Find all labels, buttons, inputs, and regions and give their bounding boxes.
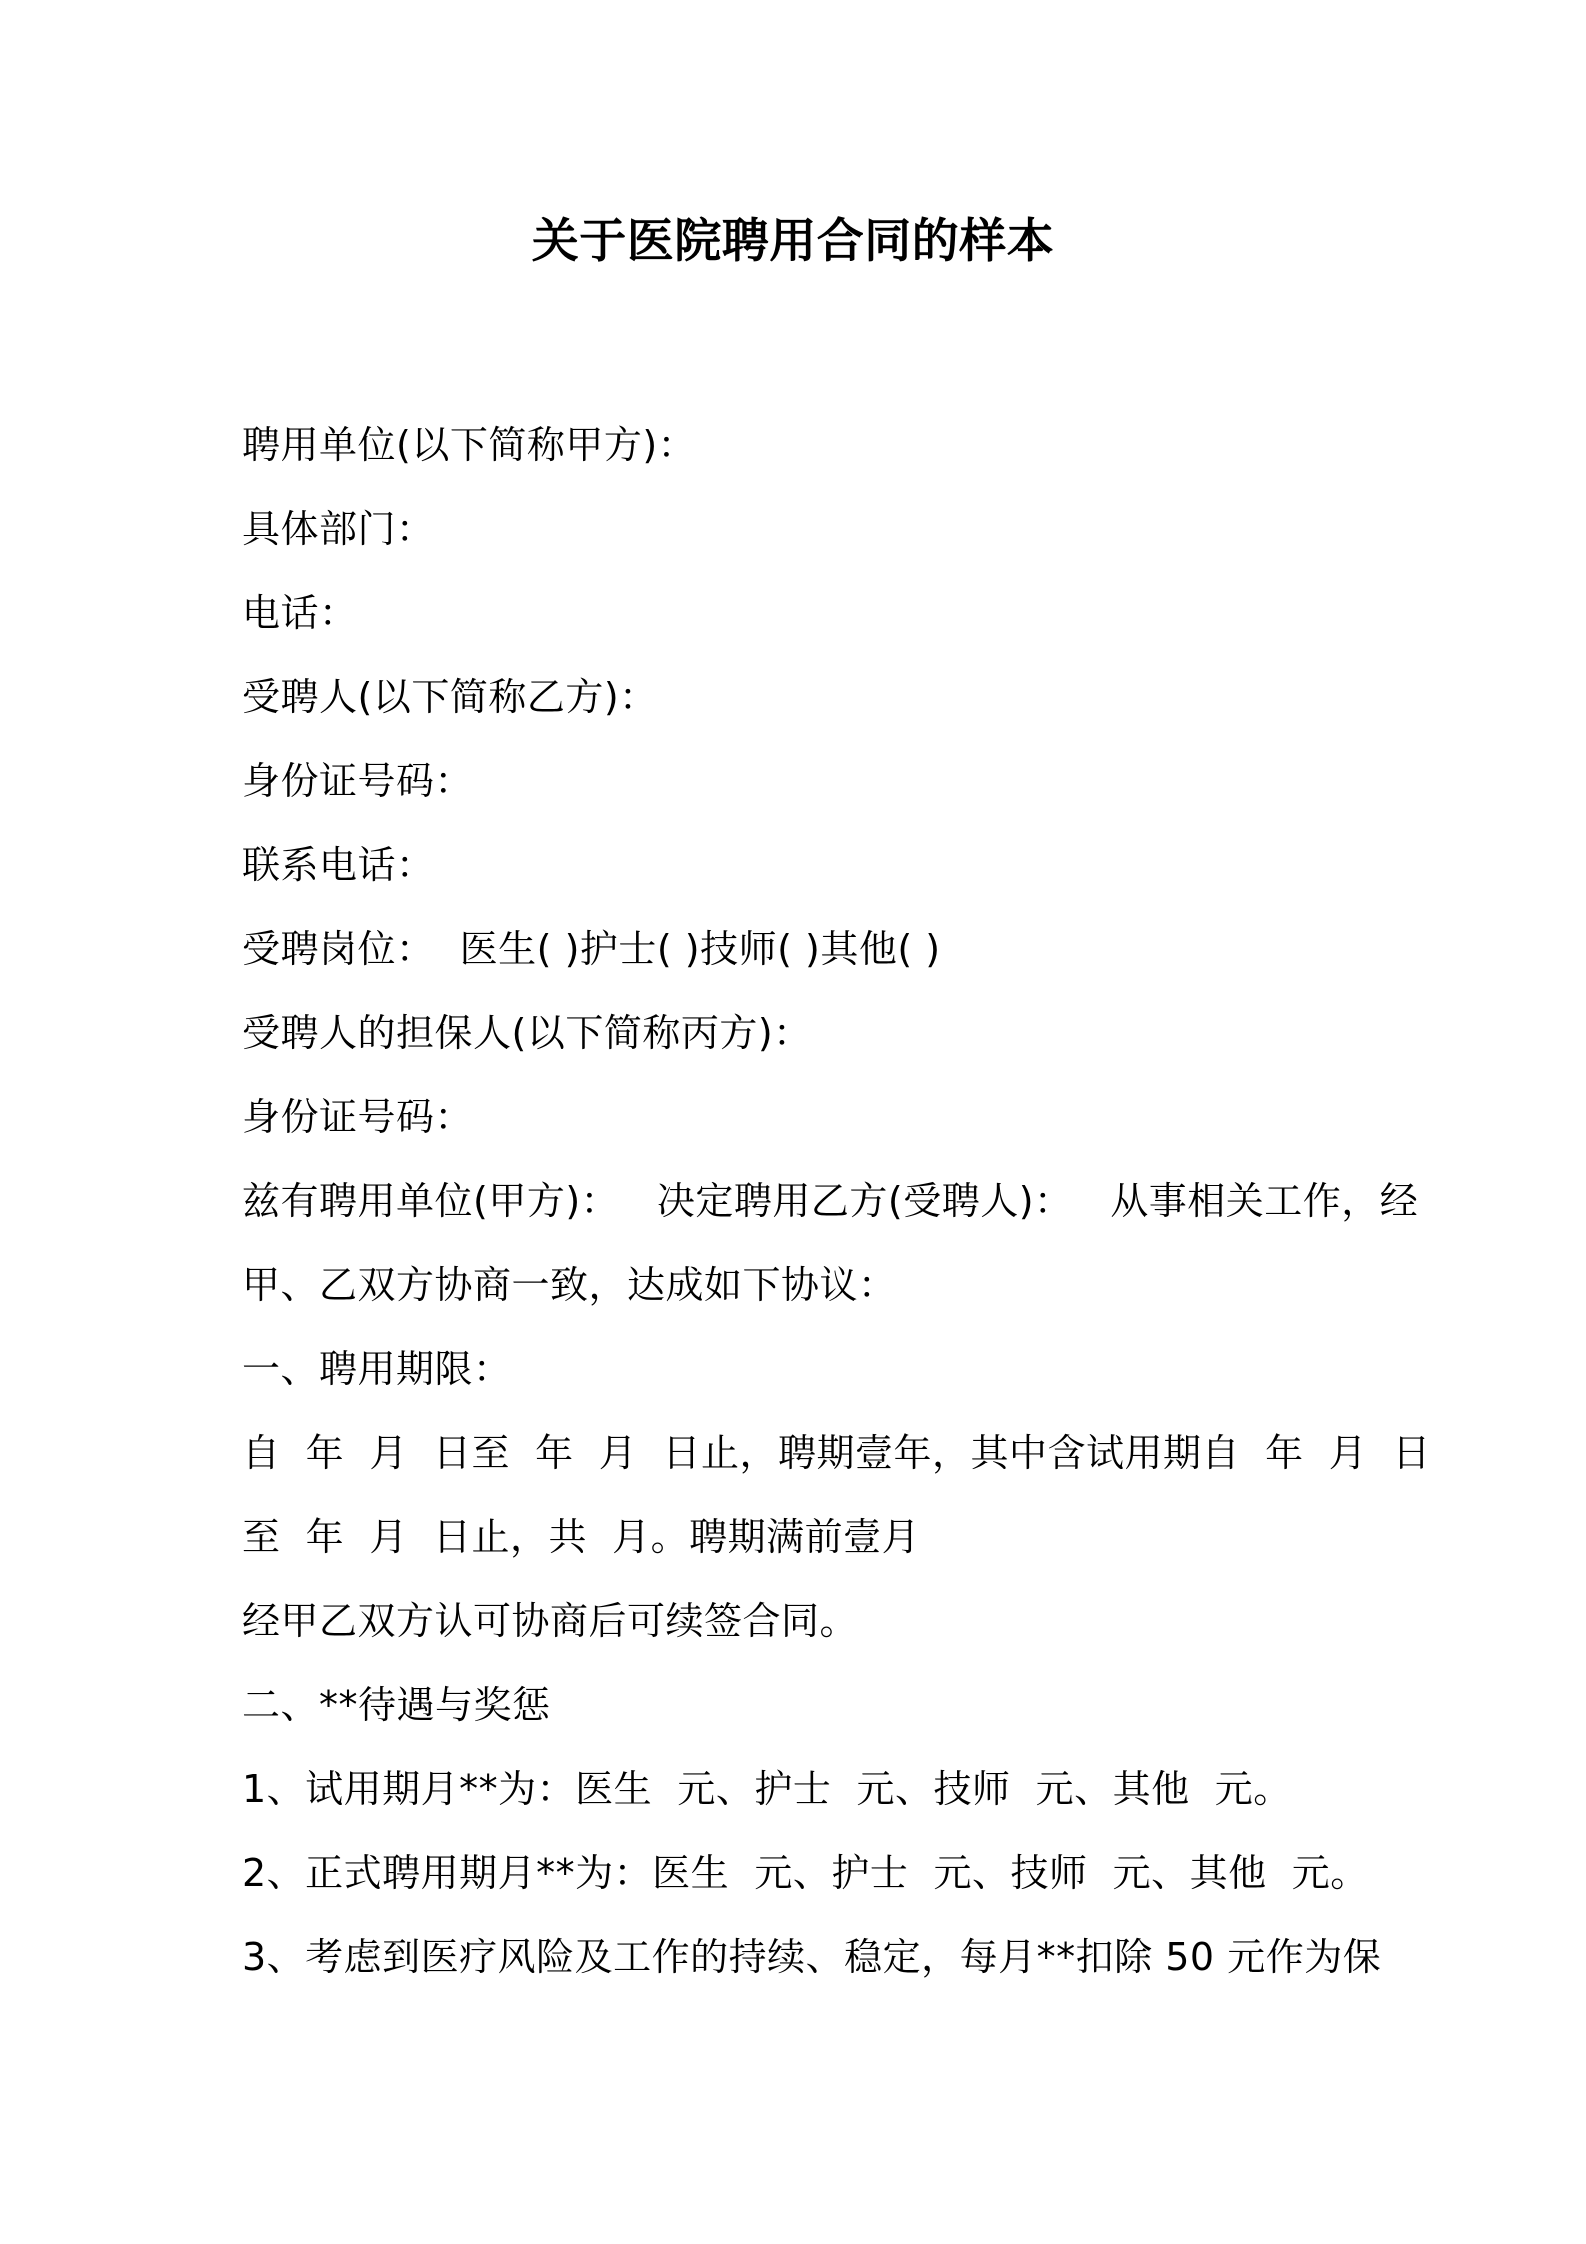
id-number-line: 身份证号码： [242,759,474,803]
guarantor-line: 受聘人的担保人(以下简称丙方)： [242,1011,812,1055]
section-heading-compensation: 二、**待遇与奖惩 [242,1683,551,1727]
agreement-intro-line: 兹有聘用单位(甲方)： 决定聘用乙方(受聘人)： 从事相关工作，经 [242,1179,1419,1223]
document-body [242,403,1431,1999]
probation-pay-line: 1、试用期月**为：医生 元、护士 元、技师 元、其他 元。 [242,1767,1292,1811]
phone-line: 电话： [242,591,358,635]
term-dates-continued-line: 至 年 月 日止，共 月。聘期满前壹月 [242,1515,921,1559]
agreement-intro-continued-line: 甲、乙双方协商一致，达成如下协议： [242,1263,897,1307]
section-heading-term: 一、聘用期限： [242,1347,512,1391]
department-line: 具体部门： [242,507,435,551]
employee-line: 受聘人(以下简称乙方)： [242,675,658,719]
employer-line: 聘用单位(以下简称甲方)： [242,423,697,467]
position-line: 受聘岗位： 医生( )护士( )技师( )其他( ) [242,927,941,971]
document-title: 关于医院聘用合同的样本 [531,214,1055,269]
renewal-line: 经甲乙双方认可协商后可续签合同。 [242,1599,859,1643]
regular-pay-line: 2、正式聘用期月**为：医生 元、护士 元、技师 元、其他 元。 [242,1851,1369,1895]
term-dates-line: 自 年 月 日至 年 月 日止，聘期壹年，其中含试用期自 年 月 日 [242,1431,1431,1475]
contact-phone-line: 联系电话： [242,843,435,887]
deduction-line: 3、考虑到医疗风险及工作的持续、稳定，每月**扣除 50 元作为保 [242,1935,1382,1979]
guarantor-id-line: 身份证号码： [242,1095,474,1139]
